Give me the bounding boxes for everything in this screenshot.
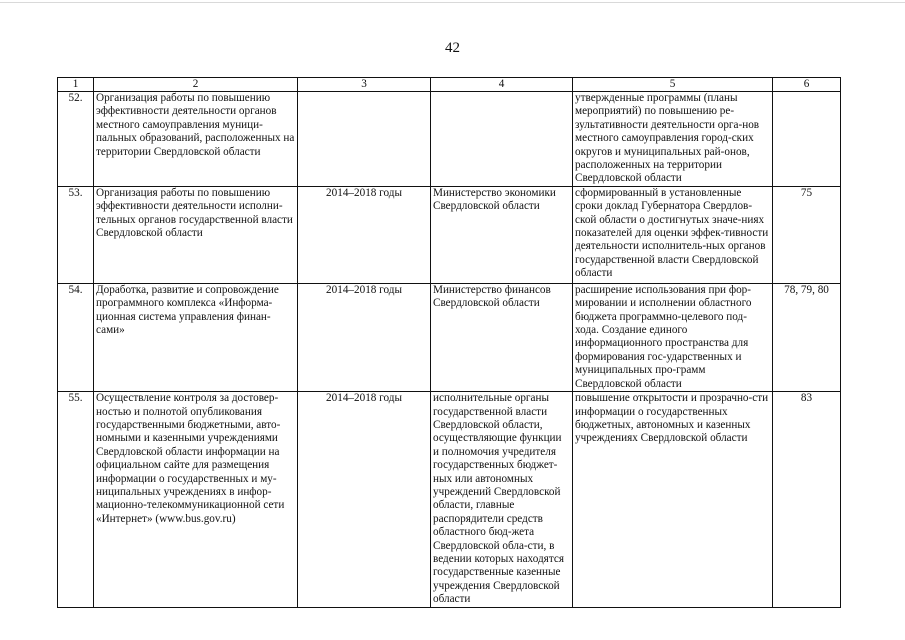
indicators-cell bbox=[773, 92, 841, 187]
executor-cell: исполнительные органы государственной власти Свердловской области, осуществляющие функции и полномочия учредителя государственных бюджет-ных или автономных учреждений Свердловской области, главные распорядители средств областного бюд-жета Свердловской обла-сти, в ведении которых находятся государственные казенные учреждения Свердловской области bbox=[431, 392, 573, 608]
table-header-row bbox=[58, 78, 841, 92]
period-cell: 2014–2018 годы bbox=[298, 186, 431, 283]
col-header-4: 4 bbox=[431, 78, 573, 92]
period-cell: 2014–2018 годы bbox=[298, 283, 431, 391]
period-cell: 2014–2018 годы bbox=[298, 392, 431, 608]
activity-cell: Организация работы по повышению эффективности деятельности исполни-тельных органов государственной власти Свердловской области bbox=[94, 186, 298, 283]
col-header-5: 5 bbox=[573, 78, 773, 92]
result-cell: сформированный в установленные сроки доклад Губернатора Свердлов-ской области о достигнутых значе-ниях показателей для оценки эффек-тивности деятельности исполнитель-ных органов государственной власти Свердловской области bbox=[573, 186, 773, 283]
page-number: 42 bbox=[445, 40, 460, 56]
result-cell: повышение открытости и прозрачно-сти информации о государственных бюджетных, автономных и казенных учреждениях Свердловской области bbox=[573, 392, 773, 608]
table-row bbox=[58, 392, 841, 608]
executor-cell bbox=[431, 92, 573, 187]
col-header-1: 1 bbox=[58, 78, 94, 92]
activity-cell: Осуществление контроля за достовер-ностью и полнотой опубликования государственными бюджетными, авто-номными и казенными учреждениями Свердловской области информации на официальном сайте для размещения информации о государственных и му-ниципальных учреждениях в инфор-мационно-телекоммуникационной сети «Интернет» (www.bus.gov.ru) bbox=[94, 392, 298, 608]
table-row bbox=[58, 186, 841, 283]
row-number: 54. bbox=[58, 283, 94, 391]
activity-cell: Доработка, развитие и сопровождение программного комплекса «Информа-ционная система управления финан-сами» bbox=[94, 283, 298, 391]
executor-cell: Министерство экономики Свердловской области bbox=[431, 186, 573, 283]
col-header-2: 2 bbox=[94, 78, 298, 92]
row-number: 55. bbox=[58, 392, 94, 608]
table-row bbox=[58, 92, 841, 187]
activity-cell: Организация работы по повышению эффективности деятельности органов местного самоуправления муници-пальных образований, расположенных на территории Свердловской области bbox=[94, 92, 298, 187]
row-number: 52. bbox=[58, 92, 94, 187]
period-cell bbox=[298, 92, 431, 187]
action-plan-table bbox=[57, 77, 841, 608]
result-cell: расширение использования при фор-мировании и исполнении областного бюджета программно-целевого под-хода. Создание единого информационного пространства для формирования гос-ударственных и муниципальных про-грамм Свердловской области bbox=[573, 283, 773, 391]
row-number: 53. bbox=[58, 186, 94, 283]
indicators-cell: 78, 79, 80 bbox=[773, 283, 841, 391]
col-header-6: 6 bbox=[773, 78, 841, 92]
result-cell: утвержденные программы (планы мероприятий) по повышению ре-зультативности деятельности орга-нов местного самоуправления город-ских округов и муниципальных рай-онов, расположенных на территории Свердловской области bbox=[573, 92, 773, 187]
indicators-cell: 75 bbox=[773, 186, 841, 283]
table-row bbox=[58, 283, 841, 391]
scan-edge-line bbox=[0, 2, 905, 3]
indicators-cell: 83 bbox=[773, 392, 841, 608]
col-header-3: 3 bbox=[298, 78, 431, 92]
executor-cell: Министерство финансов Свердловской области bbox=[431, 283, 573, 391]
